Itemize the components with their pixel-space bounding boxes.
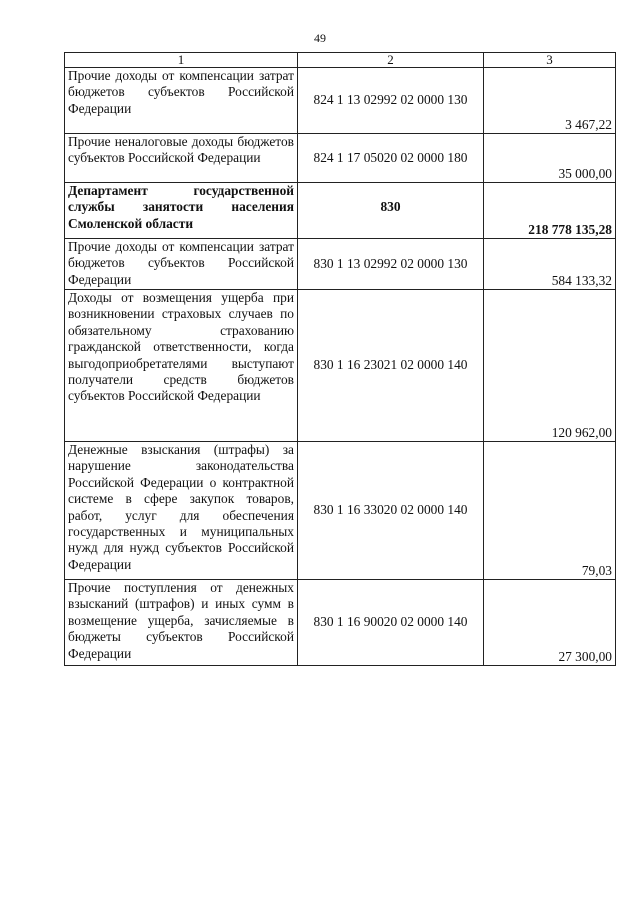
column-header: 3 — [484, 53, 616, 68]
table-row — [65, 239, 616, 290]
row-description: Департамент государственной службы занятости населения Смоленской области — [65, 183, 298, 239]
row-description: Прочие доходы от компенсации затрат бюджетов субъектов Российской Федерации — [65, 68, 298, 134]
table-header-row — [65, 53, 616, 68]
column-header: 2 — [298, 53, 484, 68]
row-code: 830 1 16 90020 02 0000 140 — [298, 580, 484, 666]
row-description: Доходы от возмещения ущерба при возникновении страховых случаев по обязательному страхованию гражданской ответственности, когда выгодоприобретателями выступают получатели средств бюджетов субъектов Российской Федерации — [65, 290, 298, 442]
row-code: 830 — [298, 183, 484, 239]
table-row — [65, 68, 616, 134]
row-code: 824 1 17 05020 02 0000 180 — [298, 134, 484, 183]
row-amount: 584 133,32 — [484, 239, 616, 290]
row-amount: 79,03 — [484, 442, 616, 580]
table-row — [65, 580, 616, 666]
table-row-department — [65, 183, 616, 239]
column-header: 1 — [65, 53, 298, 68]
row-amount: 120 962,00 — [484, 290, 616, 442]
row-description: Прочие доходы от компенсации затрат бюджетов субъектов Российской Федерации — [65, 239, 298, 290]
row-amount: 35 000,00 — [484, 134, 616, 183]
row-amount: 218 778 135,28 — [484, 183, 616, 239]
revenue-table — [64, 52, 616, 666]
page-number: 49 — [314, 31, 326, 45]
table-row — [65, 290, 616, 442]
row-amount: 27 300,00 — [484, 580, 616, 666]
row-code: 830 1 16 23021 02 0000 140 — [298, 290, 484, 442]
row-description: Денежные взыскания (штрафы) за нарушение законодательства Российской Федерации о контрактной системе в сфере закупок товаров, работ, услуг для обеспечения государственных и муниципальных нужд для нужд субъектов Российской Федерации — [65, 442, 298, 580]
row-code: 830 1 16 33020 02 0000 140 — [298, 442, 484, 580]
row-description: Прочие поступления от денежных взысканий (штрафов) и иных сумм в возмещение ущерба, зачисляемые в бюджеты субъектов Российской Федерации — [65, 580, 298, 666]
row-amount: 3 467,22 — [484, 68, 616, 134]
row-code: 830 1 13 02992 02 0000 130 — [298, 239, 484, 290]
table-row — [65, 442, 616, 580]
row-description: Прочие неналоговые доходы бюджетов субъектов Российской Федерации — [65, 134, 298, 183]
table-row — [65, 134, 616, 183]
row-code: 824 1 13 02992 02 0000 130 — [298, 68, 484, 134]
